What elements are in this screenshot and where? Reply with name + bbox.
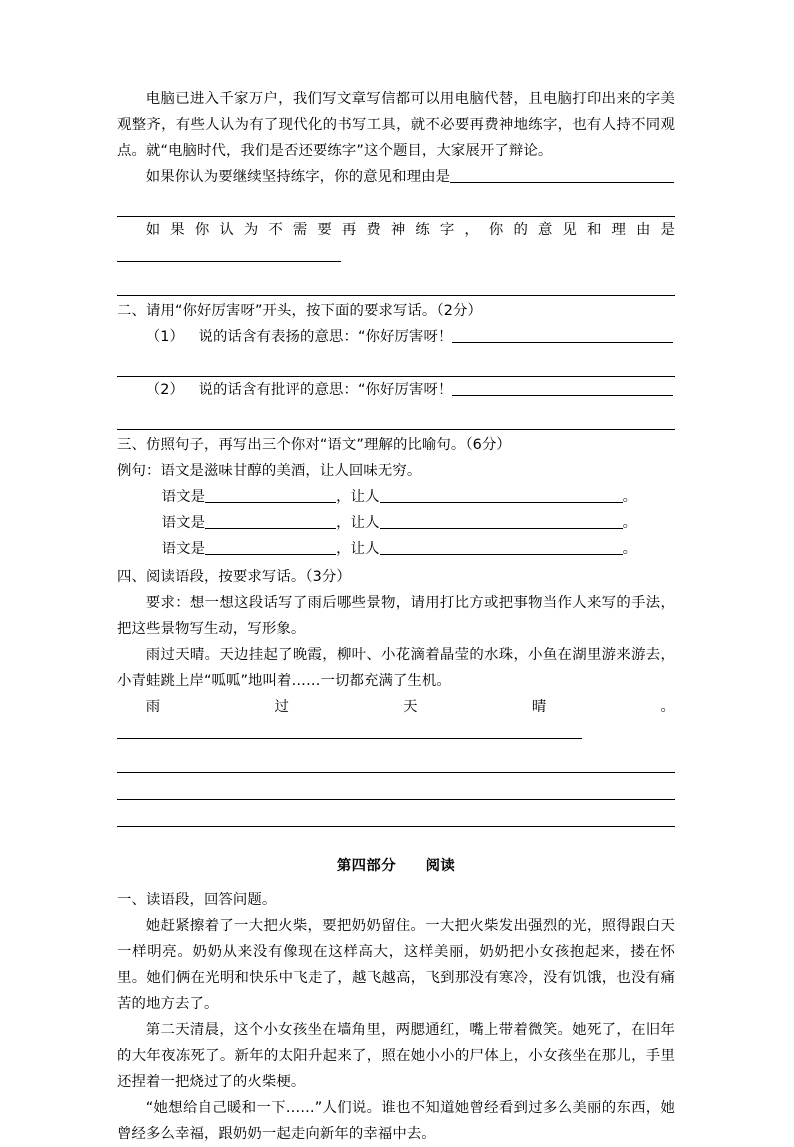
section-three-row-3-middle: ，让人 [336,541,380,557]
section-two-item-1-label: （1） [145,329,185,345]
part-four-section-one-heading: 一、读语段，回答问题。 [117,892,277,908]
section-two-item-2-text: 说的话含有批评的意思：“你好厉害呀！ [198,382,453,398]
section-two-item-1-answer-line[interactable] [117,350,675,377]
intro-paragraph: 电脑已进入千家万户，我们写文章写信都可以用电脑代替，且电脑打印出来的字美观整齐，有些人认为有了现代化的书写工具，就不必要再费神地练字，也有人持不同观点。就“电脑时代，我们是否还要练字”这个题目，大家展开了辩论。 [117,91,675,159]
section-four-heading: 四、阅读语段，按要求写话。（3分） [117,569,351,585]
section-two-item-2 [117,377,675,403]
section-three-row-2-end: 。 [622,515,638,531]
section-three-row-2-middle: ，让人 [336,515,380,531]
prompt-yes-answer-line[interactable] [117,190,675,217]
section-three-row-2-blank-b[interactable] [380,513,623,529]
section-three-row-3-end: 。 [622,541,638,557]
reading-passage-3: “她想给自己暖和一下……”人们说。谁也不知道她曾经看到过多么美丽的东西，她曾经多么幸福，跟奶奶一起走向新年的幸福中去。 [117,1100,675,1142]
section-two-item-1-blank[interactable] [452,327,673,343]
section-four-passage: 雨过天晴。天边挂起了晚霞，柳叶、小花滴着晶莹的水珠，小鱼在湖里游来游去，小青蛙跳上岸“呱呱”地叫着……一切都充满了生机。 [117,647,675,689]
section-three-row-1-lead: 语文是 [161,489,206,505]
section-two-item-2-answer-line[interactable] [117,403,675,430]
section-three-row-1 [117,484,675,510]
section-four-answer-lead: 雨过天晴。 [145,699,675,715]
prompt-yes-row [117,164,675,190]
prompt-no-answer-line[interactable] [117,269,675,296]
part-gap-spacer [117,827,675,853]
section-two-item-2-blank[interactable] [452,380,673,396]
section-three-row-3 [117,536,675,562]
reading-passage-2: 第二天清晨，这个小女孩坐在墙角里，两腮通红，嘴上带着微笑。她死了，在旧年的大年夜冻死了。新年的太阳升起来了，照在她小小的尸体上，小女孩坐在那儿，手里还捏着一把烧过了的火柴梗。 [117,1022,675,1090]
section-three-row-3-lead: 语文是 [161,541,206,557]
section-three-row-1-end: 。 [622,489,638,505]
section-three-heading: 三、仿照句子，再写出三个你对“语文”理解的比喻句。（6分） [117,437,511,453]
section-four-requirement: 要求：想一想这段话写了雨后哪些景物，请用打比方或把事物当作人来写的手法，把这些景物写生动，写形象。 [117,595,675,637]
section-three-row-2-lead: 语文是 [161,515,206,531]
section-three-row-3-blank-a[interactable] [205,539,336,555]
section-two-item-1-text: 说的话含有表扬的意思：“你好厉害呀！ [198,329,453,345]
section-four-answer-blank-1[interactable] [117,723,582,739]
section-four-answer-lead-row [117,694,675,746]
prompt-no-row [117,217,675,269]
part-title-spacer [117,879,675,887]
section-two-heading: 二、请用“你好厉害呀”开头，按下面的要求写话。（2分） [117,303,482,319]
section-three-row-3-blank-b[interactable] [380,539,623,555]
section-three-row-1-blank-a[interactable] [205,487,336,503]
section-four-answer-line-3[interactable] [117,773,675,800]
reading-passage-1: 她赶紧擦着了一大把火柴，要把奶奶留住。一大把火柴发出强烈的光，照得跟白天一样明亮。奶奶从来没有像现在这样高大，这样美丽，奶奶把小女孩抱起来，搂在怀里。她们俩在光明和快乐中飞走了，越飞越高，飞到那没有寒冷，没有饥饿，也没有痛苦的地方去了。 [117,918,675,1012]
part-four-title: 第四部分 阅读 [336,858,456,874]
section-three-row-1-middle: ，让人 [336,489,380,505]
section-four-answer-line-2[interactable] [117,746,675,773]
section-three-row-2-blank-a[interactable] [205,513,336,529]
section-two-item-1 [117,324,675,350]
section-four-answer-line-4[interactable] [117,800,675,827]
section-two-item-2-label: （2） [145,382,185,398]
section-three-row-2 [117,510,675,536]
prompt-no-blank[interactable] [117,246,341,262]
document-body [117,86,675,1147]
prompt-no-text: 如果你认为不需要再费神练字，你的意见和理由是 [145,222,675,238]
section-three-example: 例句：语文是滋味甘醇的美酒，让人回味无穷。 [117,463,422,479]
prompt-yes-blank[interactable] [450,167,674,183]
prompt-yes-text: 如果你认为要继续坚持练字，你的意见和理由是 [145,169,451,185]
section-three-row-1-blank-b[interactable] [380,487,623,503]
